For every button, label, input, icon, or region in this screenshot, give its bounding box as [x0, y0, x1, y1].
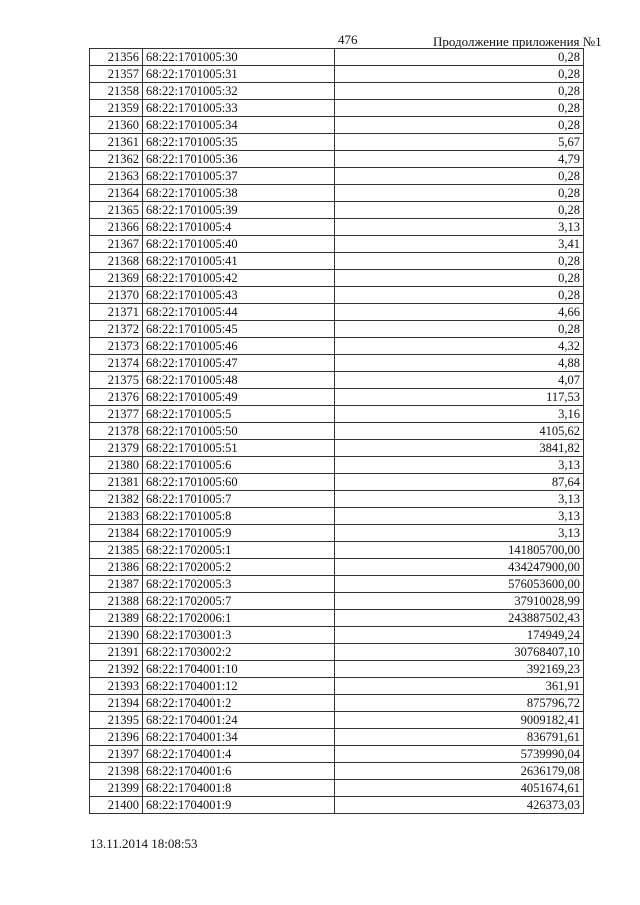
table-row — [90, 202, 584, 219]
cadastral-value: 4051674,61 — [335, 780, 584, 797]
cadastral-number: 68:22:1702005:3 — [143, 576, 335, 593]
cadastral-value: 0,28 — [335, 287, 584, 304]
cadastral-value: 37910028,99 — [335, 593, 584, 610]
cadastral-value: 3,16 — [335, 406, 584, 423]
cadastral-number: 68:22:1701005:38 — [143, 185, 335, 202]
cadastral-value: 243887502,43 — [335, 610, 584, 627]
cadastral-value: 0,28 — [335, 66, 584, 83]
table-row — [90, 151, 584, 168]
cadastral-value: 0,28 — [335, 168, 584, 185]
cadastral-number: 68:22:1704001:34 — [143, 729, 335, 746]
table-row — [90, 321, 584, 338]
cadastral-number: 68:22:1701005:6 — [143, 457, 335, 474]
table-row — [90, 117, 584, 134]
row-number: 21373 — [90, 338, 143, 355]
row-number: 21368 — [90, 253, 143, 270]
table-row — [90, 287, 584, 304]
cadastral-value: 0,28 — [335, 185, 584, 202]
page-number: 476 — [338, 32, 358, 47]
row-number: 21358 — [90, 83, 143, 100]
cadastral-number: 68:22:1701005:31 — [143, 66, 335, 83]
cadastral-number: 68:22:1703001:3 — [143, 627, 335, 644]
row-number: 21399 — [90, 780, 143, 797]
row-number: 21381 — [90, 474, 143, 491]
cadastral-value: 174949,24 — [335, 627, 584, 644]
table-row — [90, 440, 584, 457]
cadastral-number: 68:22:1701005:39 — [143, 202, 335, 219]
cadastral-number: 68:22:1701005:35 — [143, 134, 335, 151]
cadastral-number: 68:22:1701005:51 — [143, 440, 335, 457]
cadastral-number: 68:22:1701005:49 — [143, 389, 335, 406]
cadastral-value: 4105,62 — [335, 423, 584, 440]
row-number: 21366 — [90, 219, 143, 236]
table-row — [90, 508, 584, 525]
table-row — [90, 49, 584, 66]
cadastral-value: 5,67 — [335, 134, 584, 151]
row-number: 21393 — [90, 678, 143, 695]
cadastral-number: 68:22:1701005:7 — [143, 491, 335, 508]
row-number: 21385 — [90, 542, 143, 559]
cadastral-value: 434247900,00 — [335, 559, 584, 576]
cadastral-value: 3,13 — [335, 219, 584, 236]
row-number: 21390 — [90, 627, 143, 644]
row-number: 21383 — [90, 508, 143, 525]
table-row — [90, 780, 584, 797]
table-row — [90, 134, 584, 151]
cadastral-value: 3,41 — [335, 236, 584, 253]
cadastral-number: 68:22:1702005:1 — [143, 542, 335, 559]
table-row — [90, 746, 584, 763]
cadastral-number: 68:22:1701005:43 — [143, 287, 335, 304]
cadastral-number: 68:22:1703002:2 — [143, 644, 335, 661]
cadastral-number: 68:22:1701005:33 — [143, 100, 335, 117]
cadastral-value: 117,53 — [335, 389, 584, 406]
table-row — [90, 372, 584, 389]
row-number: 21398 — [90, 763, 143, 780]
row-number: 21361 — [90, 134, 143, 151]
cadastral-number: 68:22:1701005:47 — [143, 355, 335, 372]
row-number: 21387 — [90, 576, 143, 593]
cadastral-number: 68:22:1701005:48 — [143, 372, 335, 389]
cadastral-number: 68:22:1701005:45 — [143, 321, 335, 338]
table-row — [90, 695, 584, 712]
table-row — [90, 542, 584, 559]
row-number: 21365 — [90, 202, 143, 219]
row-number: 21400 — [90, 797, 143, 814]
cadastral-number: 68:22:1701005:50 — [143, 423, 335, 440]
table-row — [90, 338, 584, 355]
cadastral-value: 836791,61 — [335, 729, 584, 746]
cadastral-value-table — [89, 48, 584, 814]
table-row — [90, 457, 584, 474]
table-row — [90, 219, 584, 236]
row-number: 21386 — [90, 559, 143, 576]
cadastral-value: 0,28 — [335, 100, 584, 117]
cadastral-value: 576053600,00 — [335, 576, 584, 593]
row-number: 21369 — [90, 270, 143, 287]
table-row — [90, 525, 584, 542]
cadastral-number: 68:22:1704001:12 — [143, 678, 335, 695]
cadastral-value: 3,13 — [335, 457, 584, 474]
cadastral-value: 0,28 — [335, 321, 584, 338]
cadastral-value: 0,28 — [335, 253, 584, 270]
cadastral-number: 68:22:1704001:4 — [143, 746, 335, 763]
print-timestamp: 13.11.2014 18:08:53 — [90, 836, 198, 851]
cadastral-number: 68:22:1701005:5 — [143, 406, 335, 423]
cadastral-value: 0,28 — [335, 49, 584, 66]
cadastral-number: 68:22:1701005:30 — [143, 49, 335, 66]
table-row — [90, 389, 584, 406]
row-number: 21395 — [90, 712, 143, 729]
table-row — [90, 593, 584, 610]
cadastral-number: 68:22:1701005:46 — [143, 338, 335, 355]
row-number: 21397 — [90, 746, 143, 763]
table-row — [90, 406, 584, 423]
cadastral-number: 68:22:1702006:1 — [143, 610, 335, 627]
cadastral-value: 0,28 — [335, 270, 584, 287]
row-number: 21380 — [90, 457, 143, 474]
cadastral-value: 426373,03 — [335, 797, 584, 814]
table-row — [90, 644, 584, 661]
cadastral-value: 141805700,00 — [335, 542, 584, 559]
table-row — [90, 168, 584, 185]
row-number: 21374 — [90, 355, 143, 372]
cadastral-number: 68:22:1701005:9 — [143, 525, 335, 542]
row-number: 21388 — [90, 593, 143, 610]
cadastral-number: 68:22:1701005:4 — [143, 219, 335, 236]
row-number: 21377 — [90, 406, 143, 423]
table-row — [90, 491, 584, 508]
row-number: 21356 — [90, 49, 143, 66]
row-number: 21375 — [90, 372, 143, 389]
cadastral-value: 4,79 — [335, 151, 584, 168]
cadastral-value: 4,07 — [335, 372, 584, 389]
cadastral-number: 68:22:1704001:8 — [143, 780, 335, 797]
cadastral-number: 68:22:1704001:10 — [143, 661, 335, 678]
table-row — [90, 253, 584, 270]
table-row — [90, 304, 584, 321]
cadastral-number: 68:22:1704001:9 — [143, 797, 335, 814]
cadastral-number: 68:22:1701005:36 — [143, 151, 335, 168]
row-number: 21396 — [90, 729, 143, 746]
cadastral-value: 4,66 — [335, 304, 584, 321]
cadastral-number: 68:22:1704001:6 — [143, 763, 335, 780]
cadastral-value: 87,64 — [335, 474, 584, 491]
table-row — [90, 627, 584, 644]
table-row — [90, 576, 584, 593]
table-row — [90, 474, 584, 491]
cadastral-value: 0,28 — [335, 83, 584, 100]
cadastral-number: 68:22:1701005:60 — [143, 474, 335, 491]
cadastral-number: 68:22:1701005:42 — [143, 270, 335, 287]
table-row — [90, 423, 584, 440]
cadastral-number: 68:22:1704001:24 — [143, 712, 335, 729]
cadastral-value: 0,28 — [335, 117, 584, 134]
table-row — [90, 66, 584, 83]
table-row — [90, 270, 584, 287]
table-row — [90, 763, 584, 780]
cadastral-value: 5739990,04 — [335, 746, 584, 763]
cadastral-number: 68:22:1701005:8 — [143, 508, 335, 525]
cadastral-number: 68:22:1702005:2 — [143, 559, 335, 576]
row-number: 21370 — [90, 287, 143, 304]
table-row — [90, 610, 584, 627]
row-number: 21384 — [90, 525, 143, 542]
row-number: 21371 — [90, 304, 143, 321]
table-row — [90, 712, 584, 729]
cadastral-number: 68:22:1701005:34 — [143, 117, 335, 134]
cadastral-value: 3,13 — [335, 508, 584, 525]
cadastral-value: 3,13 — [335, 491, 584, 508]
row-number: 21392 — [90, 661, 143, 678]
row-number: 21359 — [90, 100, 143, 117]
table-row — [90, 236, 584, 253]
row-number: 21372 — [90, 321, 143, 338]
cadastral-number: 68:22:1704001:2 — [143, 695, 335, 712]
cadastral-value: 2636179,08 — [335, 763, 584, 780]
table-row — [90, 355, 584, 372]
row-number: 21382 — [90, 491, 143, 508]
row-number: 21363 — [90, 168, 143, 185]
cadastral-value: 9009182,41 — [335, 712, 584, 729]
row-number: 21389 — [90, 610, 143, 627]
cadastral-value: 4,32 — [335, 338, 584, 355]
cadastral-value: 3841,82 — [335, 440, 584, 457]
cadastral-value: 4,88 — [335, 355, 584, 372]
row-number: 21379 — [90, 440, 143, 457]
cadastral-value: 30768407,10 — [335, 644, 584, 661]
table-row — [90, 797, 584, 814]
cadastral-value: 875796,72 — [335, 695, 584, 712]
row-number: 21367 — [90, 236, 143, 253]
cadastral-number: 68:22:1701005:40 — [143, 236, 335, 253]
appendix-title: Продолжение приложения №1 — [433, 34, 602, 49]
row-number: 21376 — [90, 389, 143, 406]
row-number: 21357 — [90, 66, 143, 83]
cadastral-number: 68:22:1701005:41 — [143, 253, 335, 270]
cadastral-number: 68:22:1701005:37 — [143, 168, 335, 185]
cadastral-number: 68:22:1702005:7 — [143, 593, 335, 610]
row-number: 21391 — [90, 644, 143, 661]
table-row — [90, 729, 584, 746]
cadastral-number: 68:22:1701005:32 — [143, 83, 335, 100]
table-row — [90, 100, 584, 117]
cadastral-value: 361,91 — [335, 678, 584, 695]
cadastral-value: 392169,23 — [335, 661, 584, 678]
row-number: 21362 — [90, 151, 143, 168]
table-body — [90, 49, 584, 814]
table-row — [90, 678, 584, 695]
table-row — [90, 559, 584, 576]
cadastral-value: 0,28 — [335, 202, 584, 219]
table-row — [90, 661, 584, 678]
row-number: 21364 — [90, 185, 143, 202]
table-row — [90, 185, 584, 202]
row-number: 21378 — [90, 423, 143, 440]
row-number: 21360 — [90, 117, 143, 134]
cadastral-number: 68:22:1701005:44 — [143, 304, 335, 321]
cadastral-value: 3,13 — [335, 525, 584, 542]
row-number: 21394 — [90, 695, 143, 712]
table-row — [90, 83, 584, 100]
